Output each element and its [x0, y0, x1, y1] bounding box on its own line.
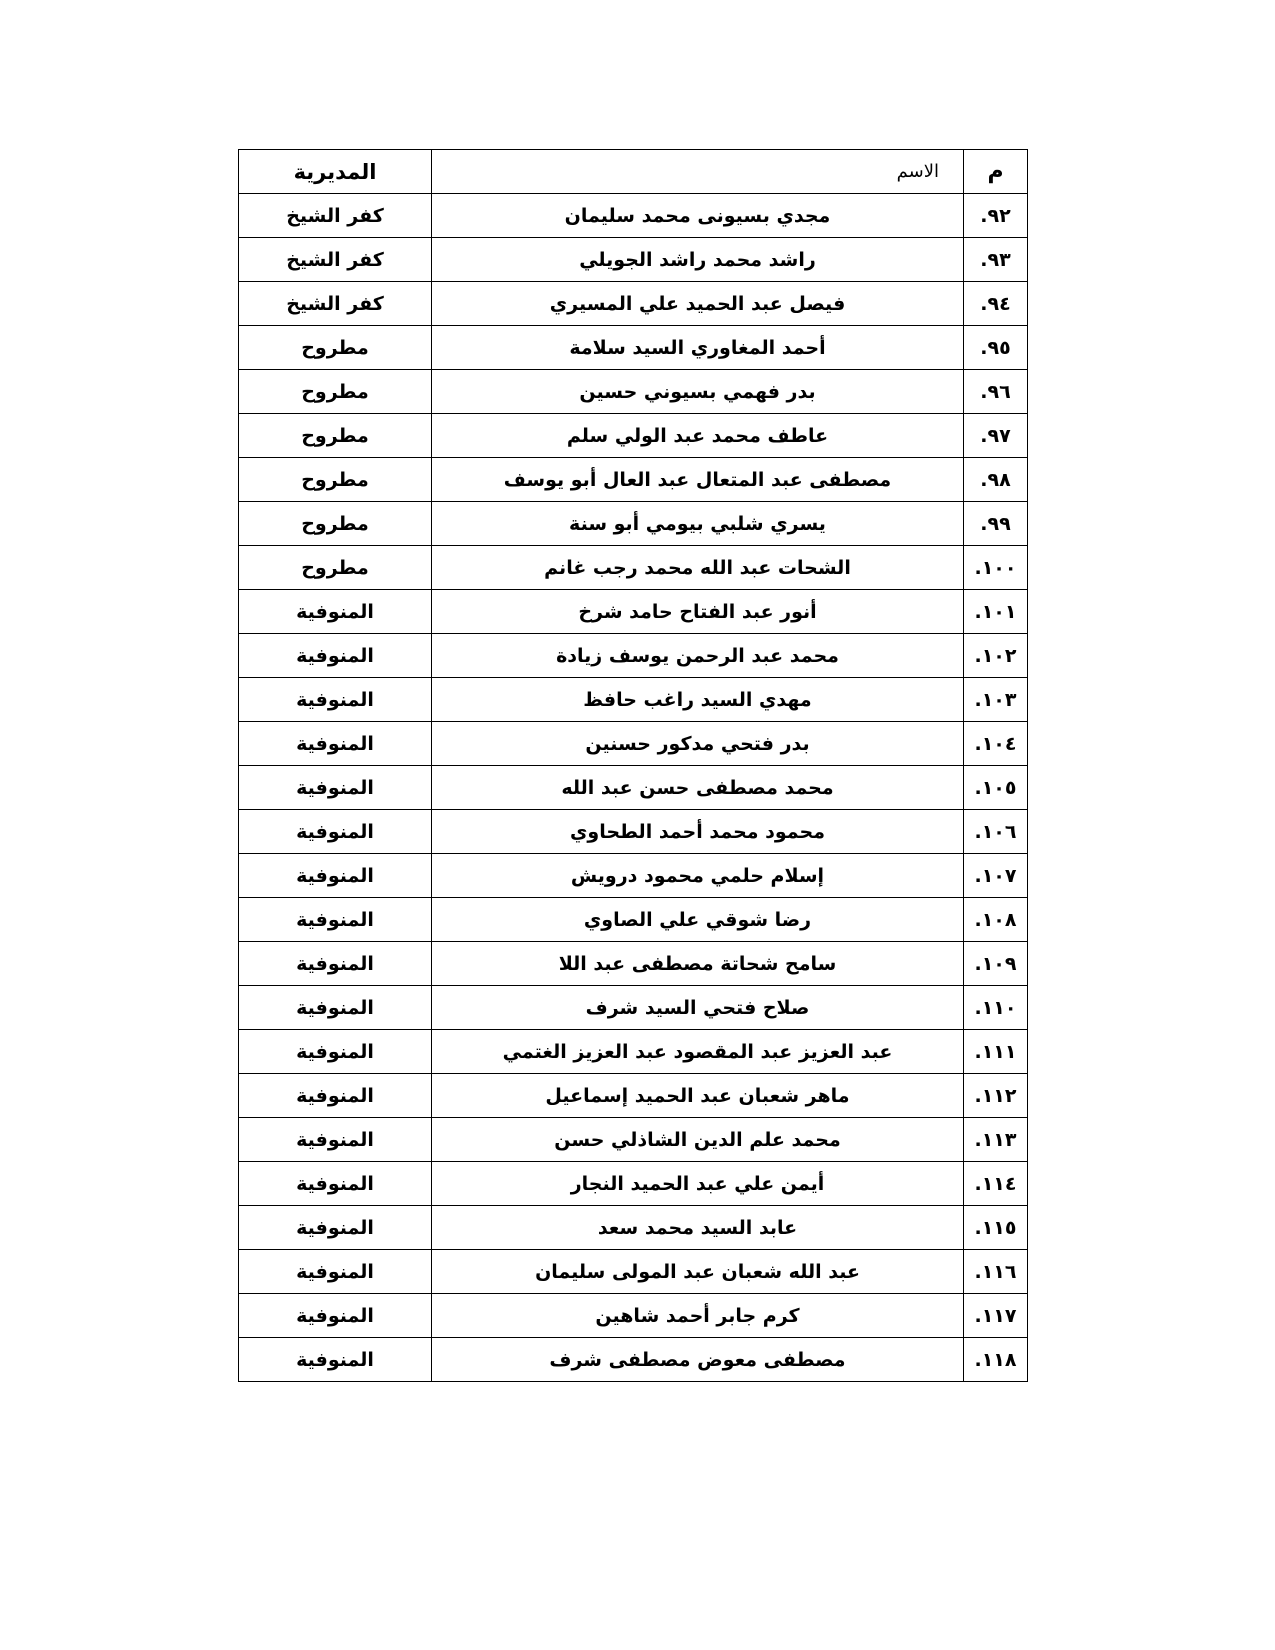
- row-name: محمد مصطفى حسن عبد الله: [432, 766, 964, 810]
- row-number: ١١٦.: [964, 1250, 1028, 1294]
- table-row: [239, 634, 1028, 678]
- row-directorate: المنوفية: [239, 1118, 432, 1162]
- row-directorate: المنوفية: [239, 898, 432, 942]
- row-name: صلاح فتحي السيد شرف: [432, 986, 964, 1030]
- table-row: [239, 1338, 1028, 1382]
- table-row: [239, 546, 1028, 590]
- row-number: ٩٣.: [964, 238, 1028, 282]
- table-row: [239, 282, 1028, 326]
- header-directorate: المديرية: [239, 150, 432, 194]
- row-directorate: المنوفية: [239, 766, 432, 810]
- table-row: [239, 590, 1028, 634]
- row-number: ٩٤.: [964, 282, 1028, 326]
- table-row: [239, 1118, 1028, 1162]
- table-row: [239, 1206, 1028, 1250]
- row-number: ١٠١.: [964, 590, 1028, 634]
- row-directorate: المنوفية: [239, 942, 432, 986]
- table-row: [239, 986, 1028, 1030]
- row-directorate: المنوفية: [239, 1206, 432, 1250]
- table-row: [239, 1074, 1028, 1118]
- row-name: يسري شلبي بيومي أبو سنة: [432, 502, 964, 546]
- row-number: ١١٣.: [964, 1118, 1028, 1162]
- row-directorate: مطروح: [239, 458, 432, 502]
- row-directorate: مطروح: [239, 326, 432, 370]
- row-name: بدر فهمي بسيوني حسين: [432, 370, 964, 414]
- row-number: ٩٧.: [964, 414, 1028, 458]
- table-row: [239, 678, 1028, 722]
- row-number: ١١٤.: [964, 1162, 1028, 1206]
- row-directorate: المنوفية: [239, 1074, 432, 1118]
- table-row: [239, 502, 1028, 546]
- row-name: عبد الله شعبان عبد المولى سليمان: [432, 1250, 964, 1294]
- row-directorate: المنوفية: [239, 1338, 432, 1382]
- row-number: ١٠٨.: [964, 898, 1028, 942]
- row-name: مجدي بسيونى محمد سليمان: [432, 194, 964, 238]
- row-name: بدر فتحي مدكور حسنين: [432, 722, 964, 766]
- table-row: [239, 810, 1028, 854]
- row-name: سامح شحاتة مصطفى عبد اللا: [432, 942, 964, 986]
- row-directorate: كفر الشيخ: [239, 194, 432, 238]
- row-name: عاطف محمد عبد الولي سلم: [432, 414, 964, 458]
- row-name: مصطفى معوض مصطفى شرف: [432, 1338, 964, 1382]
- row-directorate: كفر الشيخ: [239, 238, 432, 282]
- row-name: محمود محمد أحمد الطحاوي: [432, 810, 964, 854]
- row-number: ١٠٥.: [964, 766, 1028, 810]
- table-row: [239, 370, 1028, 414]
- row-name: مصطفى عبد المتعال عبد العال أبو يوسف: [432, 458, 964, 502]
- row-directorate: المنوفية: [239, 590, 432, 634]
- row-directorate: مطروح: [239, 370, 432, 414]
- row-name: فيصل عبد الحميد علي المسيري: [432, 282, 964, 326]
- names-table: [238, 149, 1028, 1382]
- row-name: محمد عبد الرحمن يوسف زيادة: [432, 634, 964, 678]
- row-name: إسلام حلمي محمود درويش: [432, 854, 964, 898]
- row-number: ٩٥.: [964, 326, 1028, 370]
- row-directorate: المنوفية: [239, 1030, 432, 1074]
- table-row: [239, 942, 1028, 986]
- row-number: ٩٨.: [964, 458, 1028, 502]
- row-name: أحمد المغاوري السيد سلامة: [432, 326, 964, 370]
- row-number: ١١٢.: [964, 1074, 1028, 1118]
- row-name: أيمن علي عبد الحميد النجار: [432, 1162, 964, 1206]
- row-number: ١١٠.: [964, 986, 1028, 1030]
- row-number: ١٠٤.: [964, 722, 1028, 766]
- row-directorate: المنوفية: [239, 1250, 432, 1294]
- row-directorate: المنوفية: [239, 854, 432, 898]
- row-directorate: كفر الشيخ: [239, 282, 432, 326]
- row-number: ١١٥.: [964, 1206, 1028, 1250]
- row-name: الشحات عبد الله محمد رجب غانم: [432, 546, 964, 590]
- table-row: [239, 1162, 1028, 1206]
- row-directorate: المنوفية: [239, 634, 432, 678]
- row-number: ١٠٦.: [964, 810, 1028, 854]
- row-name: محمد علم الدين الشاذلي حسن: [432, 1118, 964, 1162]
- row-name: مهدي السيد راغب حافظ: [432, 678, 964, 722]
- row-number: ١١١.: [964, 1030, 1028, 1074]
- row-number: ١٠٩.: [964, 942, 1028, 986]
- table-body: [239, 194, 1028, 1382]
- row-number: ١١٨.: [964, 1338, 1028, 1382]
- row-number: ١٠٣.: [964, 678, 1028, 722]
- table-row: [239, 1250, 1028, 1294]
- row-directorate: المنوفية: [239, 1294, 432, 1338]
- row-directorate: المنوفية: [239, 722, 432, 766]
- table-row: [239, 898, 1028, 942]
- table-row: [239, 326, 1028, 370]
- row-name: رضا شوقي علي الصاوي: [432, 898, 964, 942]
- table-header: [239, 150, 1028, 194]
- header-row: [239, 150, 1028, 194]
- row-name: عبد العزيز عبد المقصود عبد العزيز الغتمي: [432, 1030, 964, 1074]
- row-number: ١١٧.: [964, 1294, 1028, 1338]
- row-directorate: مطروح: [239, 414, 432, 458]
- table-row: [239, 1030, 1028, 1074]
- row-name: كرم جابر أحمد شاهين: [432, 1294, 964, 1338]
- row-name: أنور عبد الفتاح حامد شرخ: [432, 590, 964, 634]
- row-directorate: المنوفية: [239, 1162, 432, 1206]
- row-number: ١٠٧.: [964, 854, 1028, 898]
- row-directorate: المنوفية: [239, 986, 432, 1030]
- row-name: ماهر شعبان عبد الحميد إسماعيل: [432, 1074, 964, 1118]
- row-number: ٩٦.: [964, 370, 1028, 414]
- header-name: الاسم: [432, 150, 964, 194]
- row-directorate: المنوفية: [239, 810, 432, 854]
- table-row: [239, 766, 1028, 810]
- table-row: [239, 194, 1028, 238]
- row-name: عابد السيد محمد سعد: [432, 1206, 964, 1250]
- row-name: راشد محمد راشد الجويلي: [432, 238, 964, 282]
- table-row: [239, 854, 1028, 898]
- row-directorate: المنوفية: [239, 678, 432, 722]
- table-row: [239, 458, 1028, 502]
- row-number: ٩٩.: [964, 502, 1028, 546]
- row-number: ١٠٢.: [964, 634, 1028, 678]
- table-row: [239, 1294, 1028, 1338]
- row-directorate: مطروح: [239, 546, 432, 590]
- row-directorate: مطروح: [239, 502, 432, 546]
- table-row: [239, 722, 1028, 766]
- table-row: [239, 414, 1028, 458]
- row-number: ١٠٠.: [964, 546, 1028, 590]
- row-number: ٩٢.: [964, 194, 1028, 238]
- table-row: [239, 238, 1028, 282]
- header-number: م: [964, 150, 1028, 194]
